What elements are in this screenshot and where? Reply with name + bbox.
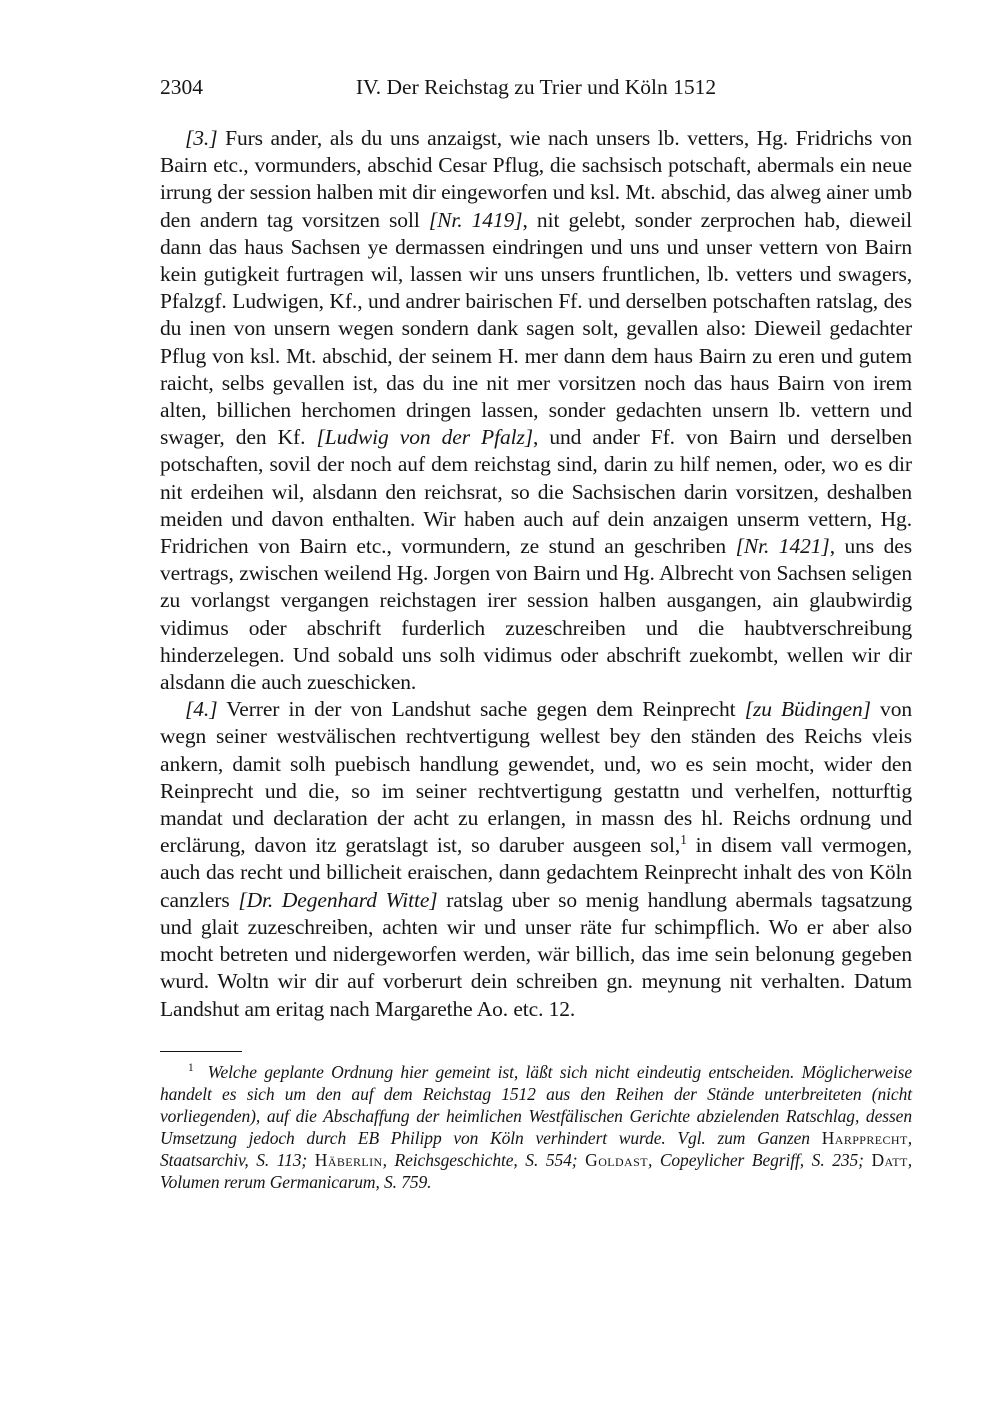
text-run: , nit gelebt, sonder zerprochen hab, dieweil dann das haus Sachsen ye dermassen eindringen und uns und unser vettern von Bairn kein gutigkeit furtragen wil, lassen wir uns unsers fruntlichen, lb. vetters und swagers, Pfalzgf. Ludwigen, Kf., und andrer bairischen Ff. und derselben potschaften ratslag, des du inen von unsern wegen sondern dank sagen solt, gevallen also: Dieweil gedachter Pflug von ksl. Mt. abschid, der seinem H. mer dann dem haus Bairn zu eren und gutem raicht, selbs gevallen ist, das du ine nit mer vorsitzen noch das haus Bairn von irem alten, billichen herchomen dringen lassen, sonder gedachten unsern lb. vettern und swager, den Kf.: [160, 207, 912, 450]
page-number: 2304: [160, 75, 203, 99]
footnote-1: [160, 1061, 912, 1193]
page-header: [160, 74, 912, 101]
text-block: [160, 74, 912, 1193]
author-name-haeberlin: Häberlin: [314, 1149, 383, 1170]
author-name-goldast: Goldast: [585, 1149, 648, 1170]
text-run: , uns des vertrags, zwischen weilend Hg. Jorgen von Bairn und Hg. Albrecht von Sachsen seligen zu vorlangst vergangen reichstagen irer session halben ausgangen, ain glaubwirdig vidimus oder abschrift furderlich zuzeschreiben und die haubtverschreibung hinderzelegen. Und sobald uns solh vidimus oder abschrift zuekombt, wellen wir dir alsdann die auch zueschicken.: [160, 534, 912, 695]
text-run: ratslag uber so menig handlung abermals tagsatzung und glait zuzeschreiben, achten wir und unser räte fur schimpflich. Wo er aber also mocht betreten und nidergeworfen werden, wär billich, das ime sein belonung gegeben wurd. Woltn wir dir auf vorberurt dein schreiben gn. meynung nit verhalten. Datum Landshut am eritag nach Margarethe Ao. etc. 12.: [160, 887, 913, 1021]
editorial-insertion-ludwig: [Ludwig von der Pfalz]: [316, 425, 534, 450]
text-run: , und ander Ff. von Bairn und derselben potschaften, sovil der noch auf dem reichstag sind, darin zu hilf nemen, oder, wo es dir nit erdeihen wil, alsdann den reichsrat, so die Sachsischen darin vorsitzen, deshalben meiden und davon enthalten. Wir haben auch auf dein anzaigen unserm vettern, Hg. Fridrichen von Bairn etc., vormundern, ze stund an geschriben: [160, 425, 912, 559]
text-run: Verrer in der von Landshut sache gegen dem Reinprecht: [217, 697, 745, 722]
editorial-insertion-nr-1419: [Nr. 1419]: [428, 207, 523, 232]
footnote-marker-1: 1: [188, 1061, 194, 1074]
footnote-text: , Volumen rerum Germanicarum, S. 759.: [160, 1149, 913, 1192]
author-name-datt: Datt: [871, 1149, 908, 1170]
author-name-harpprecht: Harpprecht: [821, 1127, 908, 1148]
footnote-text: , Copeylicher Begriff, S. 235;: [647, 1149, 872, 1170]
main-text: [160, 125, 912, 1023]
text-run: von wegn seiner westvälischen rechtvertigung wellest bey den ständen des Reichs vleis ankern, damit solh puebisch handlung gewendet, und, wo es sein mocht, wider den Reinprecht und die, so im seiner rechtvertigung gestattn und verhelfen, notturftig mandat und declaration der acht zu erlangen, in massn des hl. Reichs ordnung und erclärung, davon itz geratslagt ist, so daruber ausgeen sol,: [160, 697, 912, 858]
paragraph-4: [160, 696, 912, 1022]
section-number-3: [3.]: [185, 126, 218, 150]
footnote-text: , Staatsarchiv, S. 113;: [160, 1127, 912, 1170]
footnote-text: Welche geplante Ordnung hier gemeint ist, läßt sich nicht eindeutig entscheiden. Möglicherweise handelt es sich um den auf dem Reichstag 1512 aus den Reihen der Stände unterbreiteten (nicht vorliegenden), auf die Abschaffung der heimlichen Westfälischen Gerichte abzielenden Ratschlag, dessen Umsetzung jedoch durch EB Philipp von Köln verhindert wurde. Vgl. zum Ganzen: [160, 1061, 912, 1148]
footnote-separator-rule: [160, 1051, 242, 1052]
text-run: Furs ander, als du uns anzaigst, wie nach unsers lb. vetters, Hg. Fridrichs von Bairn etc., vormunders, abschid Cesar Pflug, die sachsisch potschaft, abermals ein neue irrung der session halben mit dir eingeworfen und ksl. Mt. abschid, das alweg ainer umb den andern tag vorsitzen soll: [160, 126, 912, 232]
text-run: in disem vall vermogen, auch das recht und billicheit eraischen, dann gedachtem Reinprecht inhalt des von Köln canzlers: [160, 833, 913, 912]
editorial-insertion-nr-1421: [Nr. 1421]: [735, 534, 830, 559]
editorial-insertion-buedingen: [zu Büdingen]: [744, 697, 871, 722]
editorial-insertion-witte: [Dr. Degenhard Witte]: [238, 887, 438, 912]
footnote-text: , Reichsgeschichte, S. 554;: [382, 1149, 586, 1170]
paragraph-3: [160, 125, 912, 696]
section-number-4: [4.]: [185, 697, 218, 722]
footnote-reference-1: 1: [680, 832, 687, 848]
running-title: IV. Der Reichstag zu Trier und Köln 1512: [355, 75, 717, 99]
footnote-section: [160, 1051, 912, 1193]
